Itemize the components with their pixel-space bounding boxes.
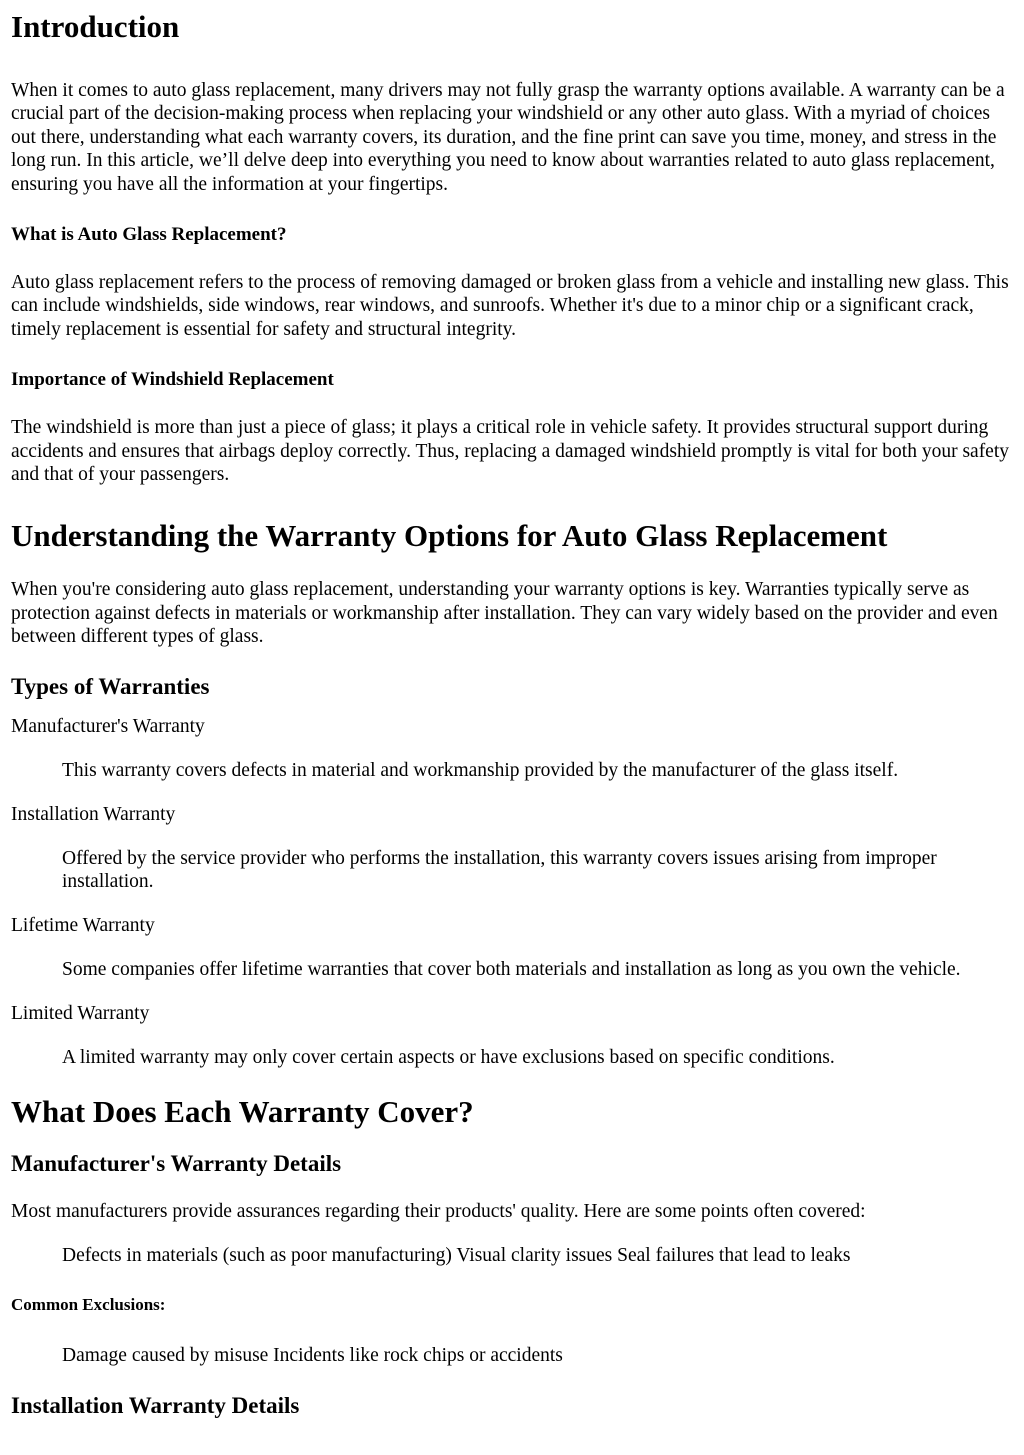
warranty-type-description: Some companies offer lifetime warranties that cover both materials and installation as long as you own the vehicle. bbox=[62, 959, 961, 981]
understanding-warranty-heading: Understanding the Warranty Options for Auto Glass Replacement bbox=[11, 518, 888, 554]
warranty-type-term: Lifetime Warranty bbox=[11, 914, 155, 936]
manufacturer-warranty-paragraph: Most manufacturers provide assurances regarding their products' quality. Here are some points often covered: bbox=[11, 1201, 866, 1223]
warranty-type-term: Manufacturer's Warranty bbox=[11, 715, 205, 737]
warranty-type-description: This warranty covers defects in material and workmanship provided by the manufacturer of the glass itself. bbox=[62, 760, 899, 782]
manufacturer-covered-list: Defects in materials (such as poor manufacturing) Visual clarity issues Seal failures that lead to leaks bbox=[62, 1244, 851, 1266]
manufacturer-warranty-details-heading: Manufacturer's Warranty Details bbox=[11, 1151, 342, 1177]
warranty-type-term: Installation Warranty bbox=[11, 803, 176, 825]
installation-warranty-details-heading: Installation Warranty Details bbox=[11, 1392, 300, 1418]
importance-paragraph: The windshield is more than just a piece of glass; it plays a critical role in vehicle safety. It provides structural support during accidents and ensures that airbags deploy correctly. Thus, replacing a damaged windshield promptly is vital for both your safety and that of your passengers. bbox=[11, 417, 1010, 486]
what-is-auto-glass-heading: What is Auto Glass Replacement? bbox=[11, 224, 287, 246]
article-page bbox=[0, 9, 1024, 1420]
warranty-type-description: A limited warranty may only cover certain aspects or have exclusions based on specific conditions. bbox=[62, 1046, 835, 1068]
what-is-auto-glass-paragraph: Auto glass replacement refers to the process of removing damaged or broken glass from a vehicle and installing new glass. This can include windshields, side windows, rear windows, and sunroofs. Whether it's due to a minor chip or a significant crack, timely replacement is essential for safety and structural integrity. bbox=[11, 272, 1009, 340]
introduction-heading: Introduction bbox=[11, 9, 180, 44]
warranty-type-term: Limited Warranty bbox=[11, 1002, 150, 1024]
common-exclusions-list: Damage caused by misuse Incidents like rock chips or accidents bbox=[62, 1345, 563, 1367]
common-exclusions-heading: Common Exclusions: bbox=[11, 1295, 166, 1315]
warranty-coverage-heading: What Does Each Warranty Cover? bbox=[11, 1094, 474, 1130]
importance-heading: Importance of Windshield Replacement bbox=[11, 369, 334, 391]
warranty-type-description: Offered by the service provider who performs the installation, this warranty covers issues arising from improper installation. bbox=[62, 847, 937, 893]
warranty-types-list bbox=[11, 715, 1013, 1070]
types-of-warranties-heading: Types of Warranties bbox=[11, 673, 210, 699]
introduction-paragraph: When it comes to auto glass replacement, many drivers may not fully grasp the warranty options available. A warranty can be a crucial part of the decision-making process when replacing your windshield or any other auto glass. With a myriad of choices out there, understanding what each warranty covers, its duration, and the fine print can save you time, money, and stress in the long run. In this article, we’ll delve deep into everything you need to know about warranties related to auto glass replacement, ensuring you have all the information at your fingertips. bbox=[11, 80, 1005, 195]
understanding-warranty-paragraph: When you're considering auto glass replacement, understanding your warranty options is key. Warranties typically serve as protection against defects in materials or workmanship after installation. They can vary widely based on the provider and even between different types of glass. bbox=[11, 579, 998, 648]
